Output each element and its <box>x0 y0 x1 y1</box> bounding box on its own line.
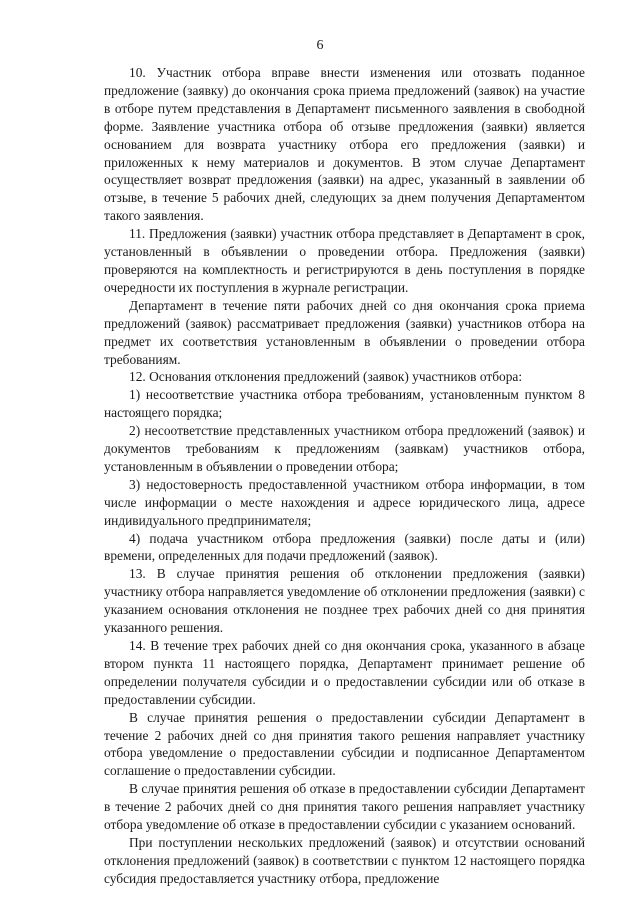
paragraph-11: 11. Предложения (заявки) участник отбора представляет в Департамент в срок, установленный в объявлении о проведении отбора. Предложения (заявки) проверяются на комплектность и регистрируются в день поступления в порядке очередности их поступления в журнале регистрации. <box>104 226 585 295</box>
paragraph-14: 14. В течение трех рабочих дней со дня окончания срока, указанного в абзаце втором пункта 11 настоящего порядка, Департамент принимает решение об определении получателя субсидии и о предоставлении субсидии или об отказе в предоставлении субсидии. <box>104 638 585 707</box>
paragraph-14-grant: В случае принятия решения о предоставлении субсидии Департамент в течение 2 рабочих дней со дня принятия такого решения направляет участнику отбора уведомление о предоставлении субсидии и подписанное Департаментом соглашение о предоставлении субсидии. <box>104 709 585 779</box>
paragraph-12-item-2: 2) несоответствие представленных участником отбора предложений (заявок) и документов требованиям к предложениям (заявкам) участников отбора, установленным в объявлении о проведении отбора; <box>104 423 585 474</box>
document-body <box>104 64 585 888</box>
paragraph-14-multiple: При поступлении нескольких предложений (заявок) и отсутствии оснований отклонения предложений (заявок) в соответствии с пунктом 12 настоящего порядка субсидия предоставляется участнику отбора, предложение <box>104 834 585 886</box>
paragraph-10: 10. Участник отбора вправе внести изменения или отозвать поданное предложение (заявку) до окончания срока приема предложений (заявок) на участие в отборе путем представления в Департамент письменного заявления в свободной форме. Заявление участника отбора об отзыве предложения (заявки) является основанием для возврата участнику отбора его предложения (заявки) и приложенных к нему материалов и документов. В этом случае Департамент осуществляет возврат предложения (заявки) на адрес, указанный в заявлении об отзыве, в течение 5 рабочих дней, следующих за днем получения Департаментом такого заявления. <box>104 65 585 224</box>
paragraph-12-item-3: 3) недостоверность предоставленной участником отбора информации, в том числе информации о месте нахождения и адресе юридического лица, адресе индивидуального предпринимателя; <box>104 476 585 528</box>
page-number: 6 <box>316 38 324 53</box>
paragraph-12: 12. Основания отклонения предложений (заявок) участников отбора: <box>129 369 523 385</box>
paragraph-14-refusal: В случае принятия решения об отказе в предоставлении субсидии Департамент в течение 2 рабочих дней со дня принятия такого решения направляет участнику отбора уведомление об отказе в предоставлении субсидии с указанием оснований. <box>104 781 585 833</box>
paragraph-11-review: Департамент в течение пяти рабочих дней со дня окончания срока приема предложений (заявок) рассматривает предложения (заявки) участников отбора на предмет их соответствия установленным в объявлении о проведении отбора требованиям. <box>104 297 585 367</box>
paragraph-12-item-4: 4) подача участником отбора предложения (заявки) после даты и (или) времени, определенных для подачи предложений (заявок). <box>104 530 585 564</box>
paragraph-12-item-1: 1) несоответствие участника отбора требованиям, установленным пунктом 8 настоящего порядка; <box>104 387 585 421</box>
paragraph-13: 13. В случае принятия решения об отклонении предложения (заявки) участнику отбора направляется уведомление об отклонении предложения (заявки) с указанием основания отклонения не позднее трех рабочих дней со дня принятия указанного решения. <box>104 566 585 636</box>
